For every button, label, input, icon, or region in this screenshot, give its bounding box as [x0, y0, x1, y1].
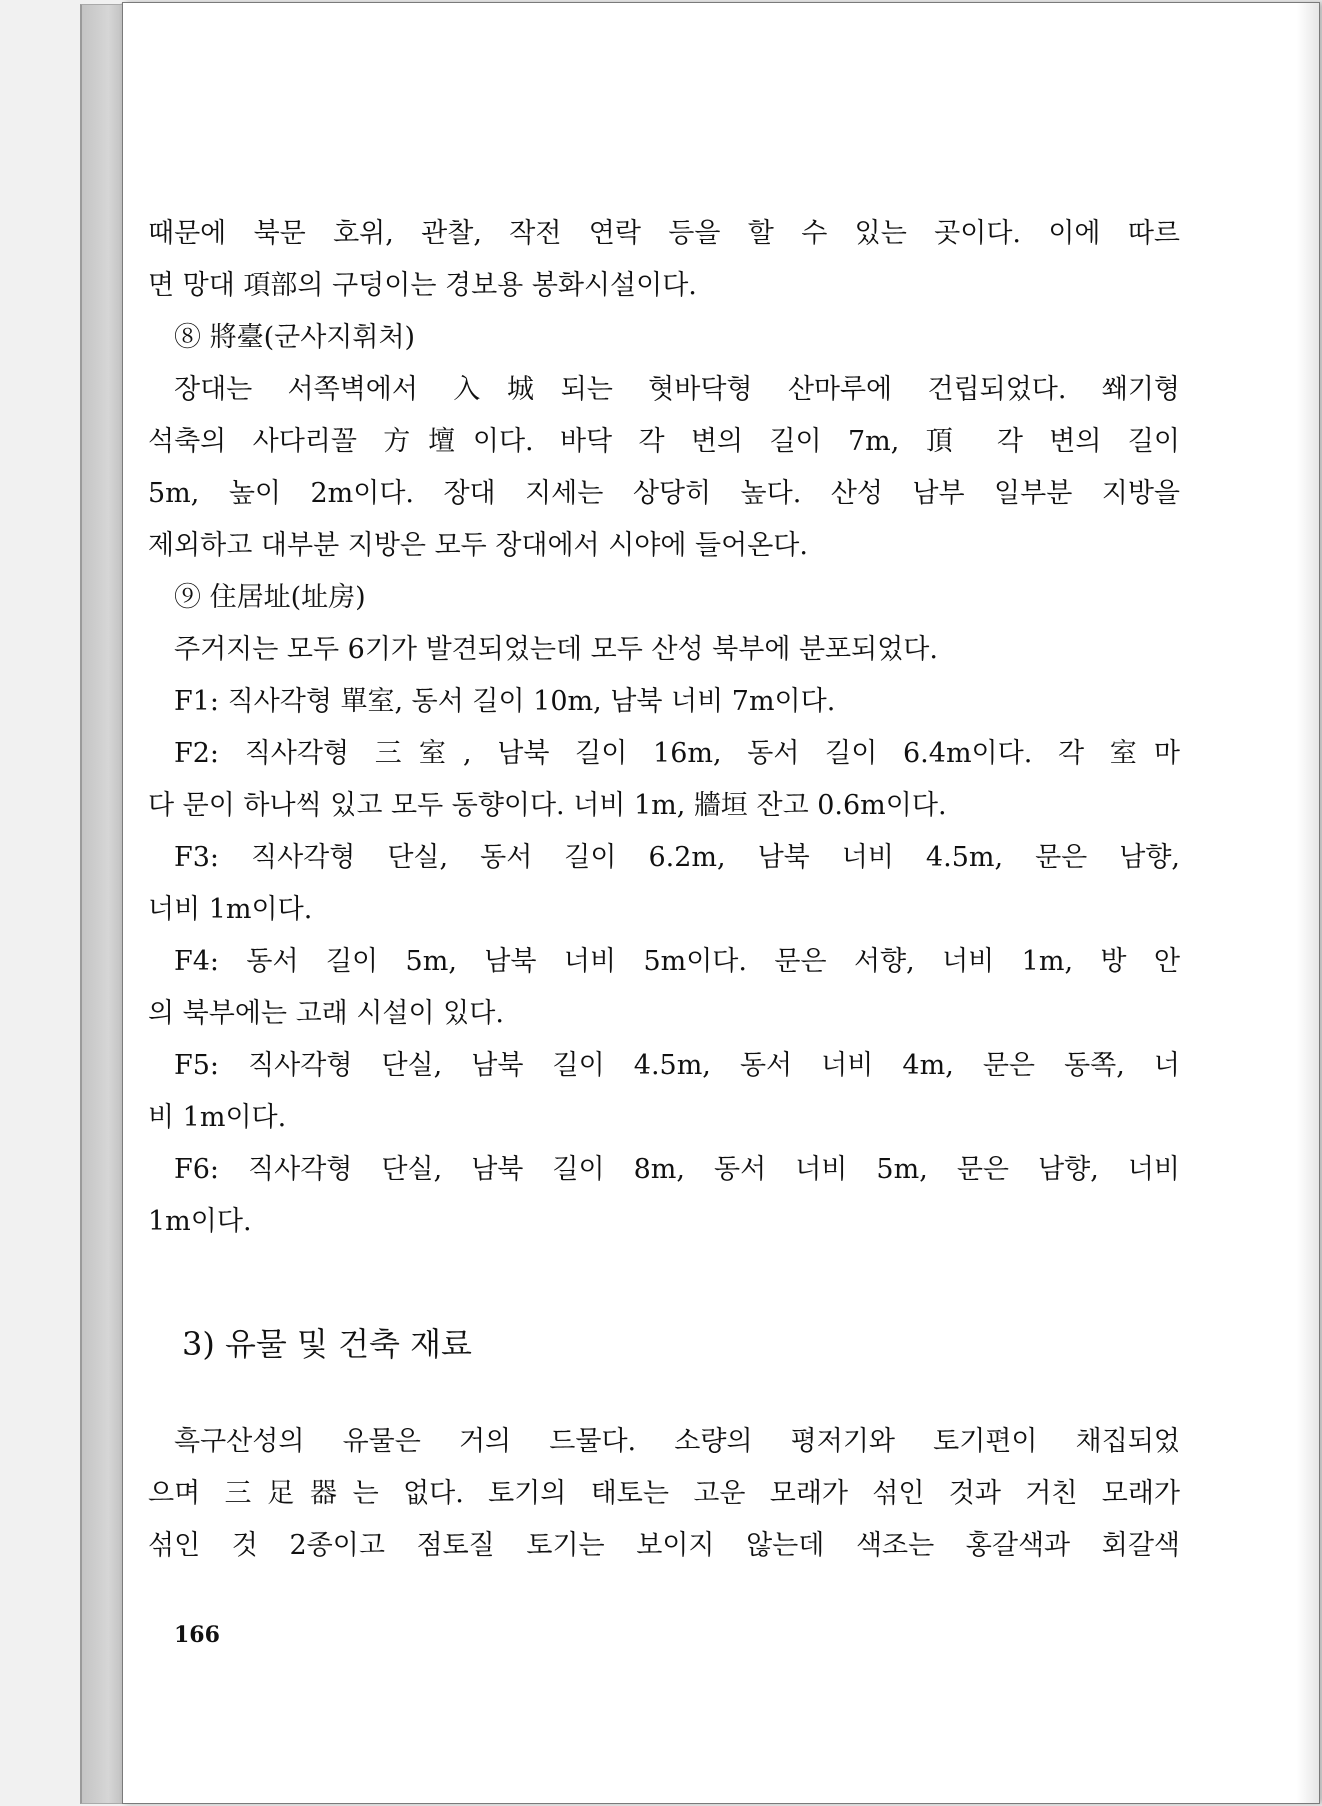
text-line: 너비 1m이다.: [148, 894, 313, 925]
section-heading: 3) 유물 및 건축 재료: [182, 1325, 472, 1363]
text-line: 장대는 서쪽벽에서 入城되는 혓바닥형 산마루에 건립되었다. 쐐기형: [174, 374, 1180, 405]
text-line: 1m이다.: [148, 1206, 252, 1237]
text-line: 의 북부에는 고래 시설이 있다.: [148, 998, 504, 1029]
text-line-f4: F4: 동서 길이 5m, 남북 너비 5m이다. 문은 서향, 너비 1m, 방 안: [174, 946, 1180, 977]
body-text: [148, 208, 1180, 1248]
text-line: 제외하고 대부분 지방은 모두 장대에서 시야에 들어온다.: [148, 530, 808, 561]
page-edge-shadow: [1297, 3, 1319, 1803]
text-line-f2: F2: 직사각형 三室, 남북 길이 16m, 동서 길이 6.4m이다. 각 室마: [174, 738, 1180, 769]
list-heading-9: ⑨ 住居址(址房): [174, 582, 366, 613]
text-line: 비 1m이다.: [148, 1102, 287, 1133]
text-line: 섞인 것 2종이고 점토질 토기는 보이지 않는데 색조는 홍갈색과 회갈색: [148, 1530, 1180, 1561]
text-line-f5: F5: 직사각형 단실, 남북 길이 4.5m, 동서 너비 4m, 문은 동쪽, 너: [174, 1050, 1180, 1081]
text-line: 다 문이 하나씩 있고 모두 동향이다. 너비 1m, 牆垣 잔고 0.6m이다.: [148, 790, 947, 821]
section-body-text: [148, 1416, 1180, 1572]
text-line: 주거지는 모두 6기가 발견되었는데 모두 산성 북부에 분포되었다.: [174, 634, 938, 665]
text-line-f3: F3: 직사각형 단실, 동서 길이 6.2m, 남북 너비 4.5m, 문은 남향,: [174, 842, 1180, 873]
text-line: 으며 三足器는 없다. 토기의 태토는 고운 모래가 섞인 것과 거친 모래가: [148, 1478, 1180, 1509]
list-heading-8: ⑧ 將臺(군사지휘처): [174, 322, 416, 353]
text-line-f1: F1: 직사각형 單室, 동서 길이 10m, 남북 너비 7m이다.: [174, 686, 836, 717]
text-line: 5m, 높이 2m이다. 장대 지세는 상당히 높다. 산성 남부 일부분 지방을: [148, 478, 1180, 509]
page-number: 166: [174, 1622, 220, 1648]
book-spine: [80, 4, 126, 1804]
text-line: 석축의 사다리꼴 方壇이다. 바닥 각 변의 길이 7m, 頂 각 변의 길이: [148, 426, 1180, 457]
text-line: 때문에 북문 호위, 관찰, 작전 연락 등을 할 수 있는 곳이다. 이에 따르: [148, 218, 1180, 249]
text-line-f6: F6: 직사각형 단실, 남북 길이 8m, 동서 너비 5m, 문은 남향, 너비: [174, 1154, 1180, 1185]
text-line: 면 망대 項部의 구덩이는 경보용 봉화시설이다.: [148, 270, 697, 301]
text-line: 흑구산성의 유물은 거의 드물다. 소량의 평저기와 토기편이 채집되었: [174, 1426, 1180, 1457]
